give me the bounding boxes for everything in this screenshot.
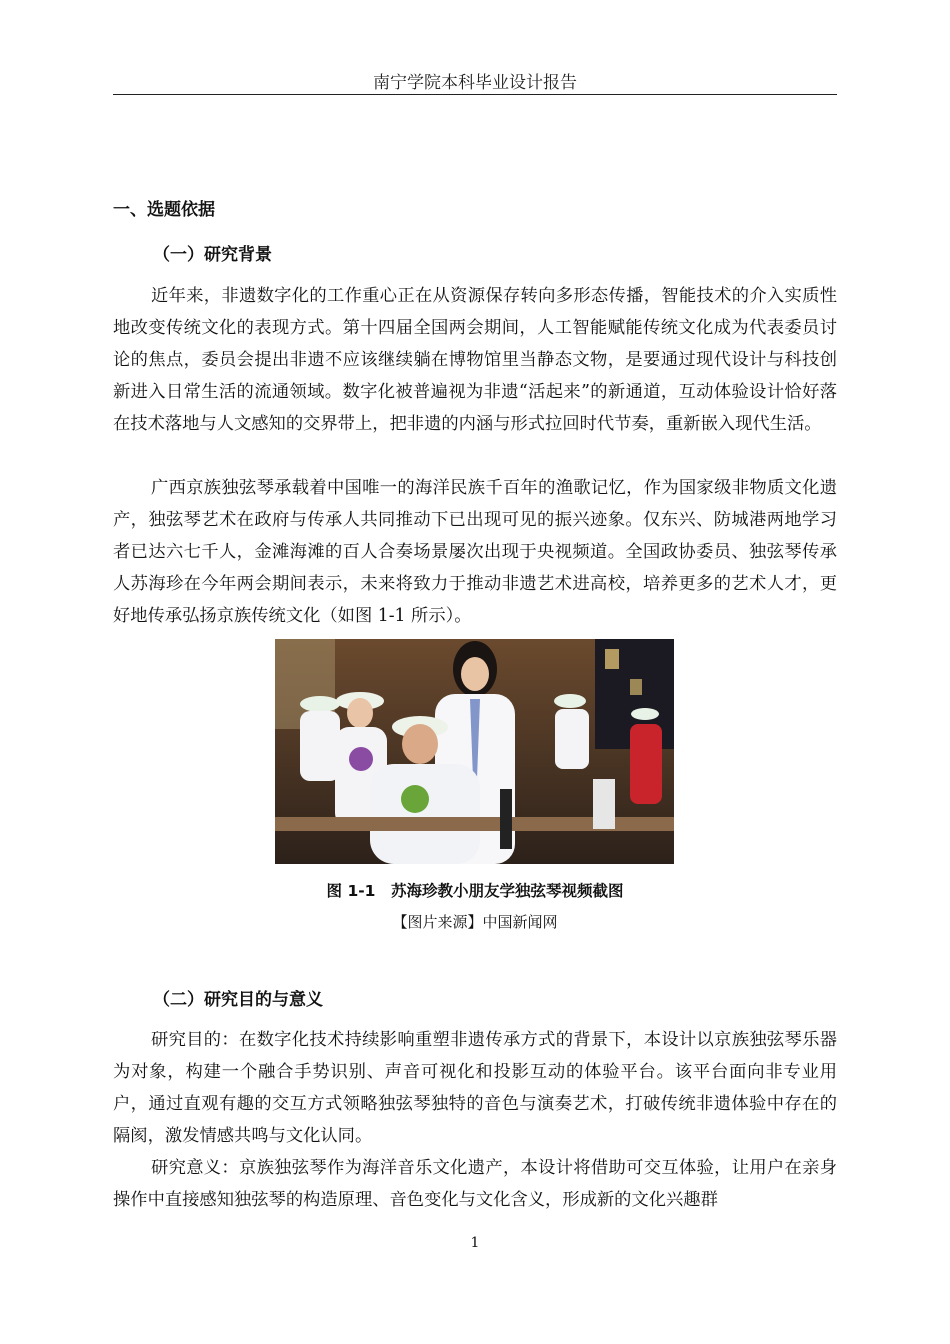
subsection-heading-background: （一）研究背景 [153,245,272,265]
figure-caption: 图 1-1 苏海珍教小朋友学独弦琴视频截图 [326,882,624,900]
paragraph-significance: 研究意义：京族独弦琴作为海洋音乐文化遗产，本设计将借助可交互体验，让用户在亲身操作中直接感知独弦琴的构造原理、音色变化与文化含义，形成新的文化兴趣群 [113,1158,837,1210]
paragraph-purpose: 研究目的：在数字化技术持续影响重塑非遗传承方式的背景下，本设计以京族独弦琴乐器为对象，构建一个融合手势识别、声音可视化和投影互动的体验平台。该平台面向非专业用户，通过直观有趣的交互方式领略独弦琴独特的音色与演奏艺术，打破传统非遗体验中存在的隔阂，激发情感共鸣与文化认同。 [113,1030,837,1146]
classroom-photo-illustration [275,639,674,864]
figure-source: 【图片来源】中国新闻网 [392,913,558,931]
paragraph-background-1: 近年来，非遗数字化的工作重心正在从资源保存转向多形态传播，智能技术的介入实质性地改变传统文化的表现方式。第十四届全国两会期间，人工智能赋能传统文化成为代表委员讨论的焦点，委员会提出非遗不应该继续躺在博物馆里当静态文物，是要通过现代设计与科技创新进入日常生活的流通领域。数字化被普遍视为非遗“活起来”的新通道，互动体验设计恰好落在技术落地与人文感知的交界带上，把非遗的内涵与形式拉回时代节奏，重新嵌入现代生活。 [113,286,837,434]
page-number: 1 [470,1235,480,1251]
page-header [113,68,837,95]
subsection-heading-purpose: （二）研究目的与意义 [153,990,323,1010]
paragraph-background-2: 广西京族独弦琴承载着中国唯一的海洋民族千百年的渔歌记忆，作为国家级非物质文化遗产，独弦琴艺术在政府与传承人共同推动下已出现可见的振兴迹象。仅东兴、防城港两地学习者已达六七千人，金滩海滩的百人合奏场景屡次出现于央视频道。全国政协委员、独弦琴传承人苏海珍在今年两会期间表示，未来将致力于推动非遗艺术进高校，培养更多的艺术人才，更好地传承弘扬京族传统文化（如图 1-1 所示）。 [113,478,837,626]
section-heading: 一、选题依据 [113,200,215,220]
header-title: 南宁学院本科毕业设计报告 [373,73,577,93]
figure-photo [275,639,674,864]
